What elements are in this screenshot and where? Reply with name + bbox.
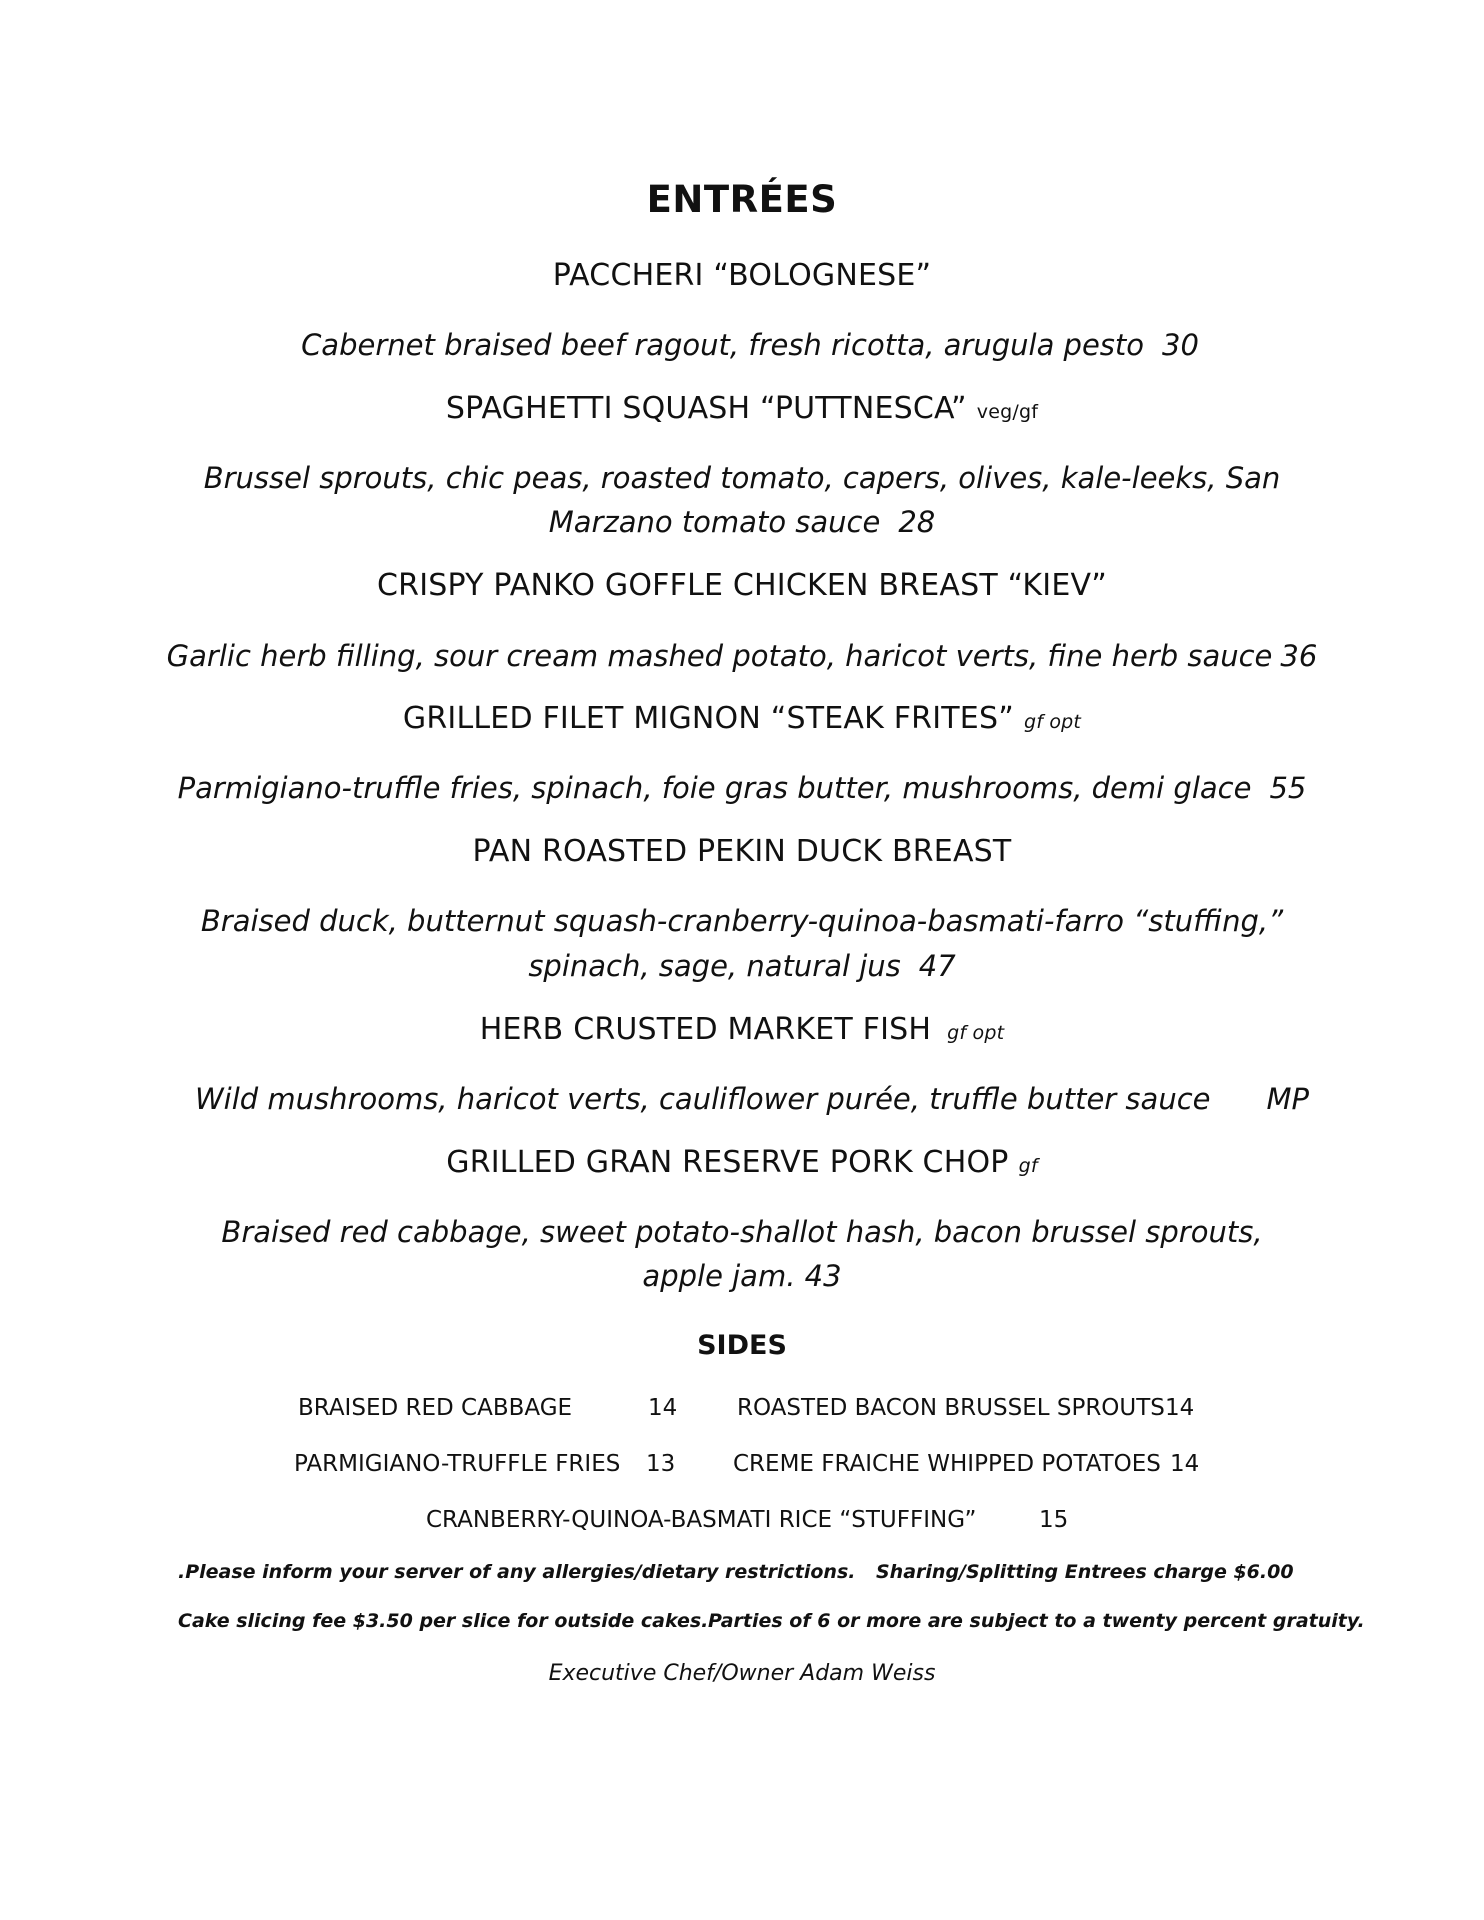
entree-description bbox=[0, 944, 1484, 988]
side-name: BRAISED RED CABBAGE bbox=[298, 1395, 573, 1421]
entree-name bbox=[0, 568, 1484, 603]
menu-title: ENTRÉES bbox=[646, 178, 838, 221]
entree-description bbox=[0, 1254, 1484, 1298]
entree-description-text: Wild mushrooms, haricot verts, cauliflower purée, truffle butter sauce bbox=[195, 1082, 1211, 1116]
entree-name-text: GRILLED FILET MIGNON “STEAK FRITES” bbox=[402, 701, 1014, 736]
entree-description bbox=[0, 766, 1484, 810]
entree-price: 28 bbox=[898, 505, 936, 539]
entree-description bbox=[0, 899, 1484, 943]
entree-description-text: spinach, sage, natural jus bbox=[528, 949, 901, 983]
side-price: 14 bbox=[1165, 1395, 1195, 1421]
entree-description bbox=[0, 500, 1484, 544]
entree-description-text: Garlic herb filling, sour cream mashed potato, haricot verts, fine herb sauce bbox=[166, 639, 1273, 673]
entree-price: 36 bbox=[1280, 639, 1318, 673]
entree-name-text: PAN ROASTED PEKIN DUCK BREAST bbox=[472, 834, 1012, 869]
entree-description bbox=[10, 1077, 1484, 1121]
entree-name bbox=[0, 1145, 1484, 1180]
sharing-fee-note: Sharing/Splitting Entrees charge $6.00 bbox=[876, 1561, 1294, 1583]
entree-description-text: Marzano tomato sauce bbox=[548, 505, 881, 539]
entree-description bbox=[0, 1210, 1484, 1254]
entree-name-text: HERB CRUSTED MARKET FISH bbox=[479, 1012, 932, 1047]
side-name: CRANBERRY-QUINOA-BASMATI RICE “STUFFING” bbox=[426, 1507, 977, 1533]
entree-description-text: Braised duck, butternut squash-cranberry-quinoa-basmati-farro “stuffing,” bbox=[200, 904, 1284, 938]
entree-description bbox=[0, 634, 1484, 678]
entree-description bbox=[0, 456, 1484, 500]
entree-price: 30 bbox=[1162, 328, 1199, 362]
side-name: ROASTED BACON BRUSSEL SPROUTS bbox=[737, 1395, 1165, 1421]
dietary-tag: veg/gf bbox=[976, 401, 1039, 423]
entree-description-text: Parmigiano-truffle fries, spinach, foie gras butter, mushrooms, demi glace bbox=[177, 771, 1252, 805]
cake-fee-note: Cake slicing fee $3.50 per slice for outside cakes. bbox=[178, 1610, 709, 1632]
dietary-tag: gf bbox=[1018, 1155, 1038, 1177]
entree-price: MP bbox=[1266, 1082, 1309, 1116]
entree-price: 47 bbox=[918, 949, 956, 983]
side-name: CREME FRAICHE WHIPPED POTATOES bbox=[733, 1451, 1161, 1477]
entree-name-text: SPAGHETTI SQUASH “PUTTNESCA” bbox=[445, 391, 967, 426]
dietary-tag: gf opt bbox=[1023, 711, 1082, 733]
entree-name-text: CRISPY PANKO GOFFLE CHICKEN BREAST “KIEV” bbox=[377, 568, 1107, 603]
entree-name-text: GRILLED GRAN RESERVE PORK CHOP bbox=[446, 1145, 1009, 1180]
chef-credit: Executive Chef/Owner Adam Weiss bbox=[548, 1661, 936, 1686]
entree-description-text: Braised red cabbage, sweet potato-shallot hash, bacon brussel sprouts, bbox=[221, 1215, 1263, 1249]
entree-price: 43 bbox=[804, 1259, 842, 1293]
entree-description bbox=[8, 323, 1484, 367]
entree-description-text: Cabernet braised beef ragout, fresh ricotta, arugula pesto bbox=[301, 328, 1145, 362]
sides-title: SIDES bbox=[697, 1330, 787, 1361]
side-price: 13 bbox=[646, 1451, 676, 1477]
entree-price: 55 bbox=[1269, 771, 1307, 805]
entree-name bbox=[0, 258, 1484, 293]
entree-description-text: Brussel sprouts, chic peas, roasted tomato, capers, olives, kale-leeks, San bbox=[203, 461, 1281, 495]
entree-name bbox=[0, 391, 1484, 426]
side-price: 15 bbox=[1039, 1507, 1069, 1533]
entree-description-text: apple jam. bbox=[642, 1259, 796, 1293]
gratuity-note: Parties of 6 or more are subject to a twenty percent gratuity. bbox=[708, 1610, 1365, 1632]
allergy-note: .Please inform your server of any allergies/dietary restrictions. bbox=[178, 1561, 856, 1583]
entree-name bbox=[0, 701, 1484, 736]
side-price: 14 bbox=[648, 1395, 678, 1421]
entree-name-text: PACCHERI “BOLOGNESE” bbox=[552, 258, 932, 293]
dietary-tag: gf opt bbox=[947, 1022, 1005, 1044]
side-price: 14 bbox=[1170, 1451, 1200, 1477]
entree-name bbox=[0, 834, 1484, 869]
entree-name bbox=[0, 1012, 1484, 1047]
side-name: PARMIGIANO-TRUFFLE FRIES bbox=[294, 1451, 621, 1477]
